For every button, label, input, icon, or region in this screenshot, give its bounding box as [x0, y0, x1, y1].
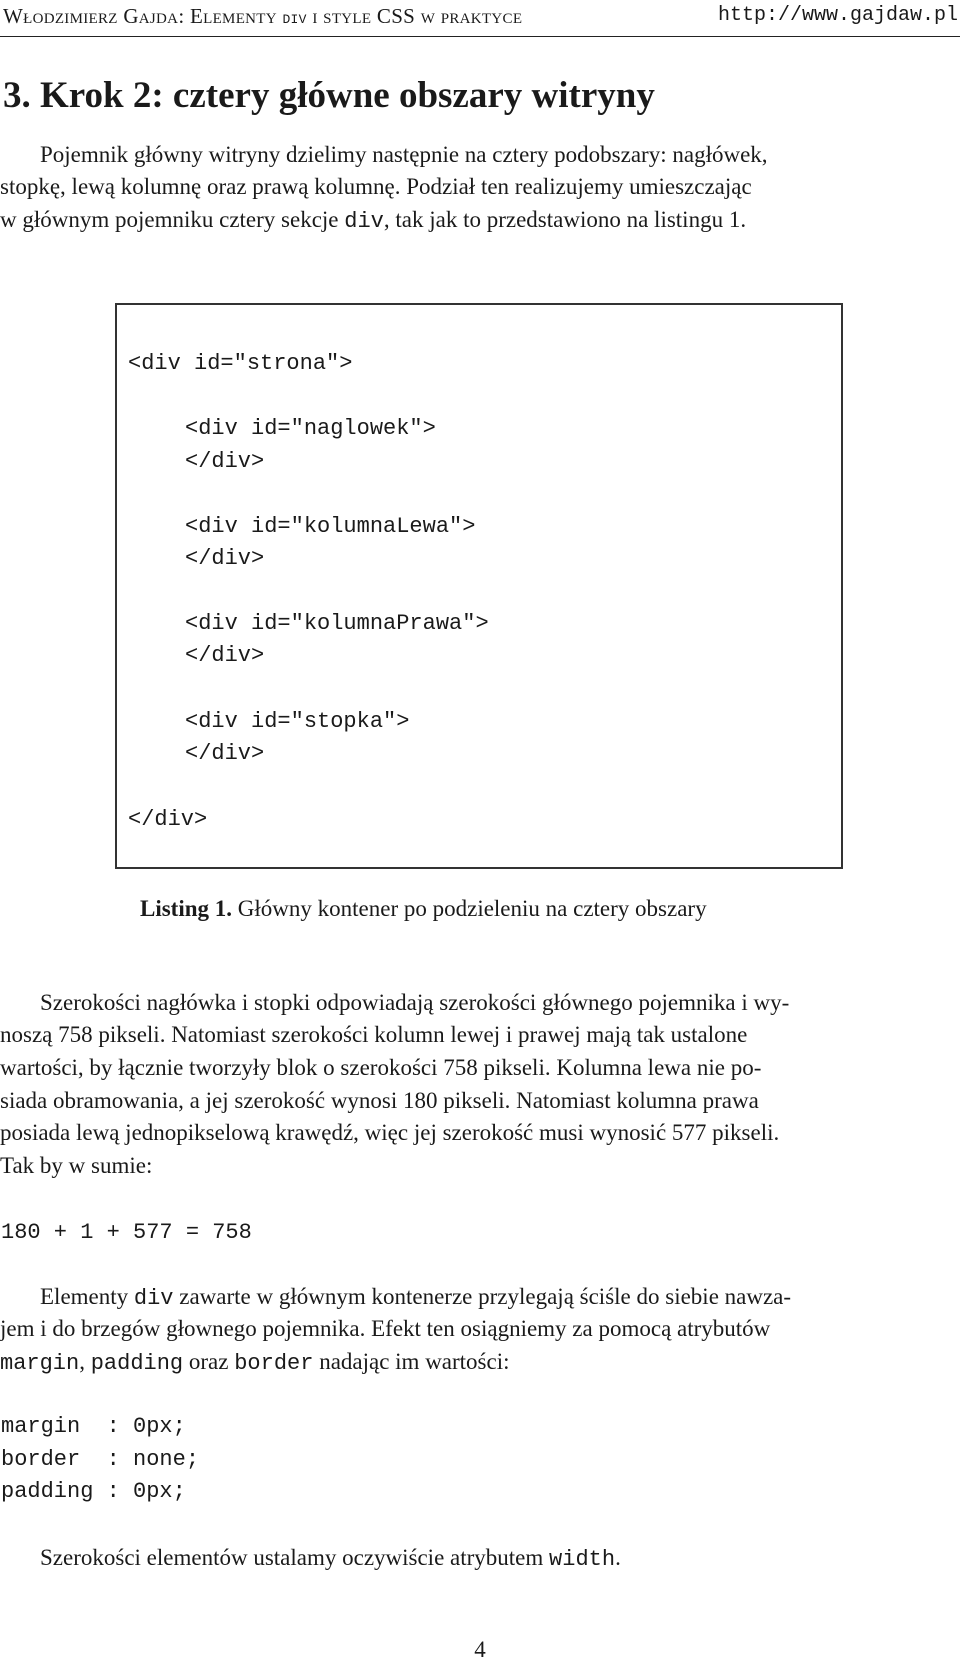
listing-line: </div> — [185, 741, 265, 766]
final-end: . — [615, 1545, 621, 1570]
listing-box — [115, 303, 843, 869]
header-rule — [0, 36, 960, 37]
listing-line: <div id="strona"> — [128, 351, 353, 376]
para2-line-3: wartości, by łącznie tworzyły blok o szerokości 758 pikseli. Kolumna lewa nie po- — [0, 1055, 762, 1080]
para2-line-4: siada obramowania, a jej szerokość wynosi 180 pikseli. Natomiast kolumna prawa — [0, 1088, 759, 1113]
listing-line: <div id="naglowek"> — [185, 416, 436, 441]
intro-line-3-b: , tak jak to przedstawiono na listingu 1. — [383, 207, 747, 232]
intro-line-1: Pojemnik główny witryny dzielimy następnie na cztery podobszary: nagłówek, — [40, 142, 768, 167]
header-author: Włodzimierz Gajda: Elementy — [3, 4, 277, 28]
para3-line-3-rest: nadając im wartości: — [313, 1349, 510, 1374]
para3-line-1 — [40, 1284, 791, 1311]
listing-line: <div id="kolumnaPrawa"> — [185, 611, 489, 636]
para3-line-3 — [0, 1349, 510, 1376]
intro-line-3 — [0, 207, 746, 234]
final-code-width: width — [549, 1547, 616, 1572]
final-line — [40, 1545, 621, 1572]
listing-line: </div> — [185, 643, 265, 668]
intro-code-div: div — [344, 209, 384, 234]
css-line-padding: padding : 0px; — [1, 1479, 186, 1504]
para2-line-1: Szerokości nagłówka i stopki odpowiadają szerokości głównego pojemnika i wy- — [40, 990, 790, 1015]
header-rest: i style CSS w praktyce — [312, 4, 523, 28]
para3-code-div: div — [133, 1286, 174, 1311]
page-number: 4 — [474, 1637, 486, 1662]
section-heading: 3. Krok 2: cztery główne obszary witryny — [3, 75, 655, 116]
caption-text: Główny kontener po podzieleniu na cztery obszary — [232, 896, 707, 921]
listing-line: </div> — [185, 546, 265, 571]
para2-line-2: noszą 758 pikseli. Natomiast szerokości kolumn lewej i prawej mają tak ustalone — [0, 1022, 748, 1047]
intro-line-2: stopkę, lewą kolumnę oraz prawą kolumnę. Podział ten realizujemy umieszczając — [0, 174, 752, 199]
final-text: Szerokości elementów ustalamy oczywiście atrybutem — [40, 1545, 550, 1570]
para3-line-1-a: Elementy — [40, 1284, 134, 1309]
css-line-border: border : none; — [1, 1447, 200, 1472]
listing-caption — [140, 896, 707, 922]
para3-line-2: jem i do brzegów głownego pojemnika. Efekt ten osiągniemy za pomocą atrybutów — [0, 1316, 771, 1341]
para3-line-1-b: zawarte w głównym kontenerze przylegają ściśle do siebie nawza- — [173, 1284, 792, 1309]
para3-code-padding: padding — [90, 1351, 184, 1376]
listing-line: </div> — [185, 449, 265, 474]
para3-sep-2: oraz — [183, 1349, 235, 1374]
intro-line-3-a: w głównym pojemniku cztery sekcje — [0, 207, 345, 232]
header-div-word: div — [282, 7, 307, 29]
para2-line-6: Tak by w sumie: — [0, 1153, 153, 1178]
listing-line: <div id="kolumnaLewa"> — [185, 514, 476, 539]
para3-sep-1: , — [79, 1349, 91, 1374]
listing-line: <div id="stopka"> — [185, 709, 410, 734]
running-header-title — [3, 4, 522, 29]
css-line-margin: margin : 0px; — [1, 1414, 186, 1439]
listing-line: </div> — [128, 807, 208, 832]
caption-label: Listing 1. — [140, 896, 233, 921]
para3-code-margin: margin — [0, 1351, 80, 1376]
sum-equation: 180 + 1 + 577 = 758 — [1, 1220, 252, 1245]
para2-line-5: posiada lewą jednopikselową krawędź, więc jej szerokość musi wynosić 577 pikseli. — [0, 1120, 780, 1145]
para3-code-border: border — [234, 1351, 314, 1376]
header-url: http://www.gajdaw.pl — [717, 4, 958, 27]
